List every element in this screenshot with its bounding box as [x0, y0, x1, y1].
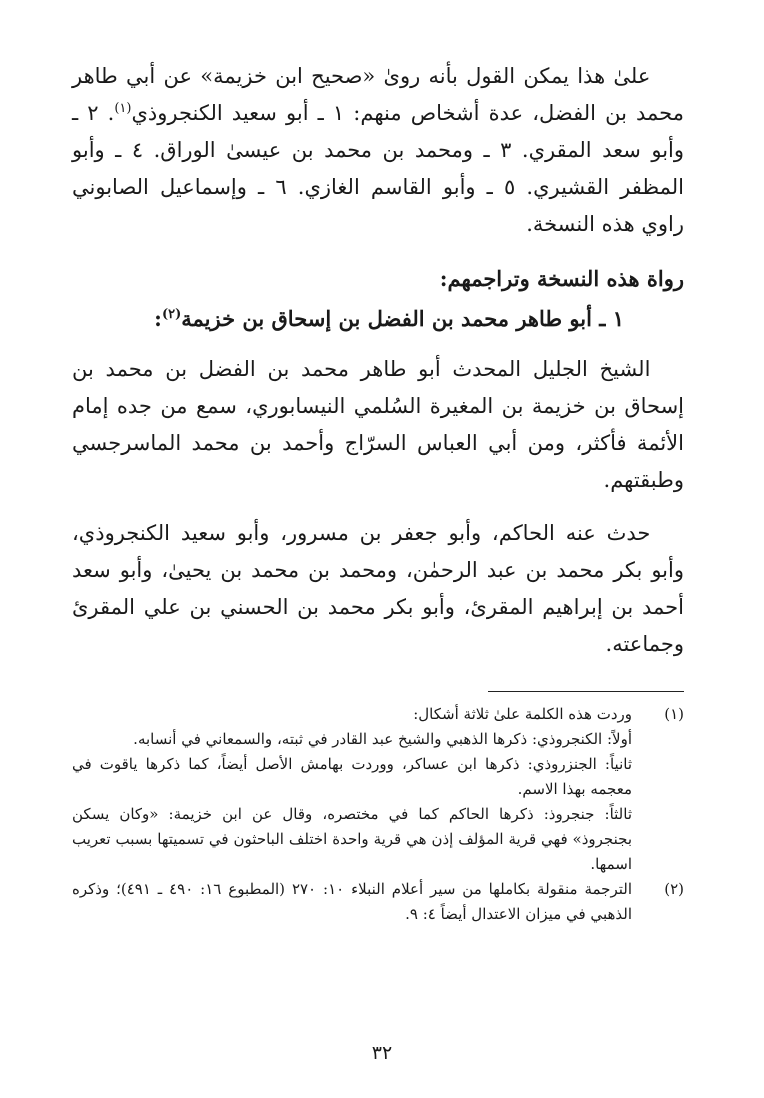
footnote-1-line-3: ثانياً: الجنزروذي: ذكرها ابن عساكر، ووردت بهامش الأصل أيضاً، كما ذكرها ياقوت في معجمه بهذا الاسم. — [72, 755, 632, 798]
intro-line-2a: محمد بن الفضل، عدة أشخاص منهم: ١ ـ أبو سعيد الكنجروذي — [131, 101, 684, 125]
intro-paragraph — [72, 58, 684, 243]
narrator-heading — [72, 301, 684, 337]
footnote-divider — [488, 691, 684, 692]
footnote-ref-2[interactable]: (٢) — [161, 307, 182, 322]
intro-line-4: ٤ ـ وأبو المظفر القشيري. ٥ ـ وأبو القاسم الغازي. ٦ ـ وإسماعيل — [72, 138, 684, 199]
footnote-2-body — [72, 877, 632, 927]
intro-line-1: علىٰ هذا يمكن القول بأنه روىٰ «صحيح ابن خزيمة» عن أبي طاهر — [72, 64, 651, 88]
footnote-2-line-1: الترجمة منقولة بكاملها من سير أعلام النبلاء ١٠: ٢٧٠ (المطبوع ١٦: ٤٩٠ ـ ٤٩١)؛ وذكره الذهبي في ميزان الاعتدال أيضاً ٤: ٩. — [72, 880, 632, 923]
footnote-1-body — [72, 702, 632, 877]
intro-line-5: الصابوني راوي هذه النسخة. — [72, 175, 684, 236]
biography-paragraph-2: حدث عنه الحاكم، وأبو جعفر بن مسرور، وأبو سعيد الكنجروذي، وأبو بكر محمد بن عبد الرحمٰن، ومحمد بن محمد بن يحيىٰ، وأبو سعد أحمد بن إبراهيم المقرئ، وأبو بكر محمد بن الحسني بن علي المقرئ وجماعته. — [72, 521, 684, 656]
footnote-2 — [72, 877, 684, 927]
footnote-1-line-2: أولاً: الكنجروذي: ذكرها الذهبي والشيخ عبد القادر في ثبته، والسمعاني في أنسابه. — [133, 730, 632, 748]
intro-line-3: وأبو سعد المقري. ٣ ـ ومحمد بن محمد بن عيسىٰ الوراق. — [153, 138, 685, 162]
footnote-ref-1[interactable]: (١) — [114, 101, 132, 116]
page-number: ٣٢ — [371, 1042, 393, 1064]
biography-paragraph-1: الشيخ الجليل المحدث أبو طاهر محمد بن الفضل بن محمد بن إسحاق بن خزيمة بن المغيرة السُلمي النيسابوري، سمع من جده إمام الأئمة فأكثر، ومن أبي العباس السرّاج وأحمد بن محمد الماسرجسي وطبقتهم. — [72, 357, 684, 492]
intro-line-2b: . ٢ ـ — [72, 101, 115, 125]
section-heading: رواة هذه النسخة وتراجمهم: — [439, 266, 684, 291]
footnote-1-line-1: وردت هذه الكلمة علىٰ ثلاثة أشكال: — [413, 705, 632, 723]
footnote-1-line-4: ثالثاً: جنجروذ: ذكرها الحاكم كما في مختصره، وقال عن ابن خزيمة: «وكان يسكن بجنجروذ» فهي قرية المؤلف إذن هي قرية واحدة اختلف الباحثون في تسميتها بسبب تعريب اسمها. — [72, 805, 632, 873]
narrator-heading-text: ١ ـ أبو طاهر محمد بن الفضل بن إسحاق بن خزيمة — [181, 306, 624, 331]
page-body — [72, 58, 684, 927]
narrator-heading-colon: : — [154, 306, 162, 331]
footnote-1-number: (١) — [664, 705, 684, 723]
footnote-1 — [72, 702, 684, 877]
footnote-2-number: (٢) — [664, 880, 684, 898]
